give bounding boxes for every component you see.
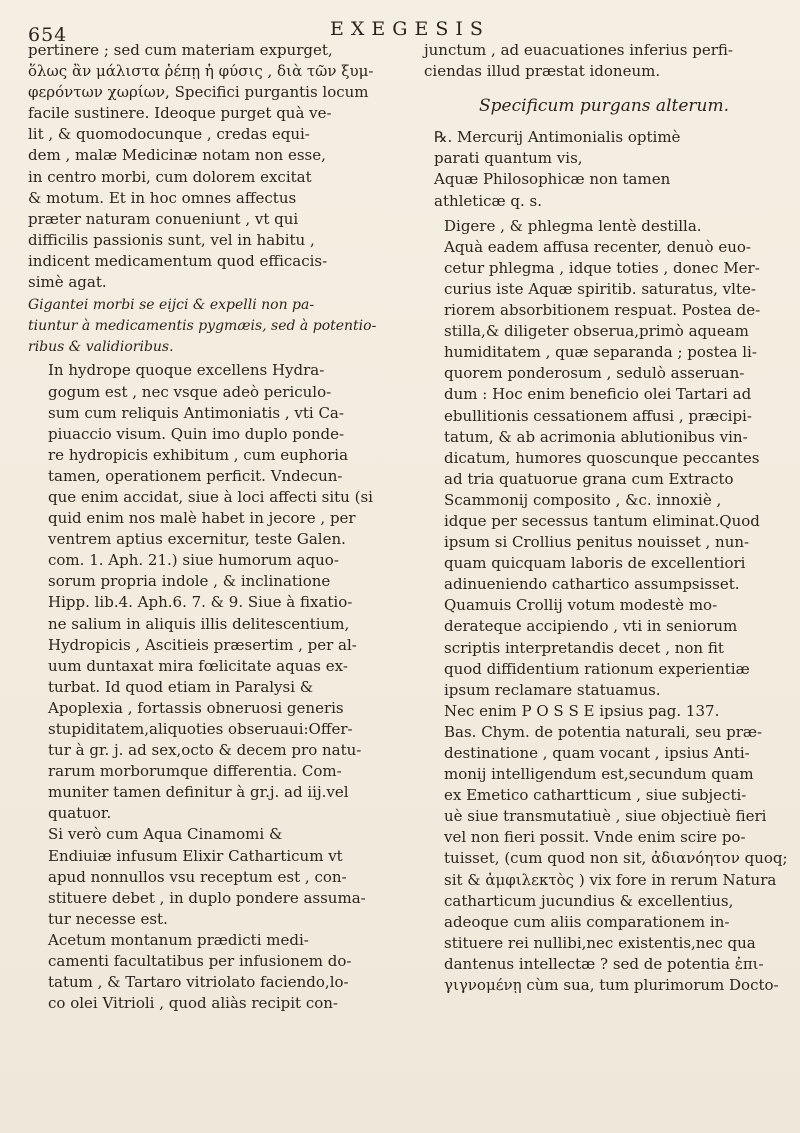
text-line: piuaccio visum. Quin imo duplo ponde- <box>48 424 345 443</box>
text-line: ὅλως ἂν μάλιστα ῥέπῃ ἡ φύσις , διὰ τῶν ξυμ- <box>28 62 374 81</box>
text-line: junctum , ad euacuationes inferius perfi- <box>424 41 733 59</box>
subheading-line: tiuntur à medicamentis pygmæis, sed à potentio- <box>28 318 377 335</box>
text-line: tamen, operationem perficit. Vndecun- <box>48 466 343 485</box>
left-column <box>28 40 406 1014</box>
text-line: tuisset, (cum quod non sit, ἀδιανόητον quoq; <box>444 849 788 868</box>
text-line: ex Emetico cathartticum , siue subjecti- <box>444 786 747 805</box>
left-paragraph-3 <box>28 930 406 1014</box>
right-paragraph-2 <box>424 701 788 996</box>
text-line: ebullitionis cessationem affusi , præcipi- <box>444 406 752 425</box>
text-line: tatum, & ab acrimonia ablutionibus vin- <box>444 427 748 446</box>
text-line: dicatum, humores quoscunque peccantes <box>444 448 760 467</box>
text-line: riorem absorbitionem respuat. Postea de- <box>444 301 761 320</box>
subheading-line: Gigantei morbi se eijci & expelli non pa- <box>28 297 315 314</box>
text-line: cetur phlegma , idque toties , donec Mer- <box>444 258 760 277</box>
text-line: adinueniendo cathartico assumpsisset. <box>444 575 740 594</box>
text-line: stilla,& diligeter obserua,primò aqueam <box>444 322 749 341</box>
text-line: Bas. Chym. de potentia naturali, seu præ- <box>444 722 763 741</box>
page-number: 654 <box>28 24 68 46</box>
text-line: Endiuiæ infusum Elixir Catharticum vt <box>48 846 343 865</box>
text-line: In hydrope quoque excellens Hydra- <box>48 361 325 380</box>
left-paragraph-2 <box>28 824 406 929</box>
text-line: ventrem aptius excernitur, teste Galen. <box>48 530 346 549</box>
text-line: derateque accipiendo , vti in seniorum <box>444 617 738 636</box>
text-line: Nec enim P O S S E ipsius pag. 137. <box>444 701 720 720</box>
text-line: re hydropicis exhibitum , cum euphoria <box>48 445 349 464</box>
text-line: idque per secessus tantum eliminat.Quod <box>444 511 760 530</box>
text-line: ciendas illud præstat idoneum. <box>424 62 661 81</box>
text-line: γιγνομένῃ cùm sua, tum plurimorum Docto- <box>444 976 779 995</box>
text-line: ipsum reclamare statuamus. <box>444 680 661 699</box>
text-line: quam quicquam laboris de excellentiori <box>444 554 746 573</box>
text-line: ad tria quatuorue grana cum Extracto <box>444 469 734 488</box>
text-line: sorum propria indole , & inclinatione <box>48 572 331 591</box>
text-line: dem , malæ Medicinæ notam non esse, <box>28 146 326 165</box>
running-head: EXEGESIS <box>330 18 490 40</box>
text-line: uè siue transmutatiuè , siue objectiuè fieri <box>444 807 767 826</box>
text-line: uum duntaxat mira fœlicitate aquas ex- <box>48 656 348 675</box>
text-line: Acetum montanum prædicti medi- <box>48 930 309 949</box>
text-line: scriptis interpretandis decet , non fit <box>444 638 724 657</box>
text-line: ipsum si Crollius penitus nouisset , nun- <box>444 533 750 552</box>
text-line: dantenus intellectæ ? sed de potentia ἐπι- <box>444 954 764 973</box>
right-paragraph-1 <box>424 216 784 701</box>
text-line: turbat. Id quod etiam in Paralysi & <box>48 677 314 696</box>
text-line: destinatione , quam vocant , ipsius Anti- <box>444 744 750 762</box>
text-line: pertinere ; sed cum materiam expurget, <box>28 41 333 59</box>
text-line: parati quantum vis, <box>434 149 583 168</box>
recipe <box>424 127 784 211</box>
text-line: Hipp. lib.4. Aph.6. 7. & 9. Siue à fixatio- <box>48 593 353 612</box>
text-line: stituere debet , in duplo pondere assuma- <box>48 888 366 907</box>
text-line: facile sustinere. Ideoque purget quà ve- <box>28 104 332 123</box>
text-line: dum : Hoc enim beneficio olei Tartari ad <box>444 385 752 404</box>
text-line: Aquà eadem affusa recenter, denuò euo- <box>444 237 751 256</box>
text-line: catharticum jucundius & excellentius, <box>444 891 734 910</box>
text-line: gogum est , nec vsque adeò periculo- <box>48 382 332 401</box>
text-line: monij intelligendum est,secundum quam <box>444 765 754 784</box>
text-line: camenti facultatibus per infusionem do- <box>48 952 352 971</box>
text-line: sum cum reliquis Antimoniatis , vti Ca- <box>48 403 344 422</box>
text-line: co olei Vitrioli , quod aliàs recipit con- <box>48 994 338 1013</box>
subheading <box>28 295 406 358</box>
text-line: præter naturam conueniunt , vt qui <box>28 209 299 228</box>
text-line: tur necesse est. <box>48 909 168 928</box>
text-line: que enim accidat, siue à loci affecti situ (si <box>48 487 373 506</box>
text-line: difficilis passionis sunt, vel in habitu , <box>28 230 315 249</box>
text-line: apud nonnullos vsu receptum est , con- <box>48 867 347 886</box>
subheading-line: ribus & validioribus. <box>28 339 174 356</box>
text-line: tatum , & Tartaro vitriolato faciendo,lo- <box>48 973 349 992</box>
text-line: Aquæ Philosophicæ non tamen <box>434 170 671 189</box>
text-line: Scammonij composito , &c. innoxiè , <box>444 490 722 509</box>
text-line: rarum morborumque differentia. Com- <box>48 762 342 781</box>
text-line: adeoque cum aliis comparationem in- <box>444 912 730 931</box>
text-line: quatuor. <box>48 804 112 823</box>
left-paragraph-1 <box>28 360 406 824</box>
right-column <box>424 40 788 996</box>
text-line: quorem ponderosum , sedulò asseruan- <box>444 364 745 383</box>
left-intro-lines <box>28 40 406 293</box>
text-line: stituere rei nullibi,nec existentis,nec qua <box>444 933 756 952</box>
text-line: stupiditatem,aliquoties obseruaui:Offer- <box>48 720 353 738</box>
text-line: in centro morbi, cum dolorem excitat <box>28 167 312 186</box>
text-line: curius iste Aquæ spiritib. saturatus, vlte- <box>444 279 756 298</box>
text-line: ℞. Mercurij Antimonialis optimè <box>434 128 681 147</box>
text-line: Si verò cum Aqua Cinamomi & <box>48 825 283 844</box>
text-line: quid enim nos malè habet in jecore , per <box>48 509 356 528</box>
right-top-lines <box>424 40 784 82</box>
text-line: Digere , & phlegma lentè destilla. <box>444 216 702 235</box>
text-line: Quamuis Crollij votum modestè mo- <box>444 596 718 615</box>
text-line: muniter tamen definitur à gr.j. ad iij.vel <box>48 783 349 802</box>
text-line: Apoplexia , fortassis obneruosi generis <box>48 698 344 717</box>
section-heading: Specificum purgans alterum. <box>479 96 729 117</box>
text-line: quod diffidentium rationum experientiæ <box>444 659 750 678</box>
text-line: simè agat. <box>28 273 107 292</box>
text-line: lit , & quomodocunque , credas equi- <box>28 125 310 144</box>
text-line: & motum. Et in hoc omnes affectus <box>28 188 297 207</box>
text-line: com. 1. Aph. 21.) siue humorum aquo- <box>48 551 339 570</box>
text-line: Hydropicis , Ascitieis præsertim , per al- <box>48 635 357 654</box>
text-line: indicent medicamentum quod efficacis- <box>28 251 328 270</box>
text-line: humiditatem , quæ separanda ; postea li- <box>444 343 757 362</box>
text-line: φερόντων χωρίων, Specifici purgantis locum <box>28 83 369 102</box>
text-line: athleticæ q. s. <box>434 191 543 210</box>
text-line: vel non fieri possit. Vnde enim scire po- <box>444 828 746 847</box>
text-line: tur à gr. j. ad sex,octo & decem pro natu- <box>48 741 362 760</box>
text-line: sit & ἀμφιλεκτὸς ) vix fore in rerum Natura <box>444 870 777 889</box>
text-line: ne salium in aliquis illis delitescentium, <box>48 614 350 633</box>
